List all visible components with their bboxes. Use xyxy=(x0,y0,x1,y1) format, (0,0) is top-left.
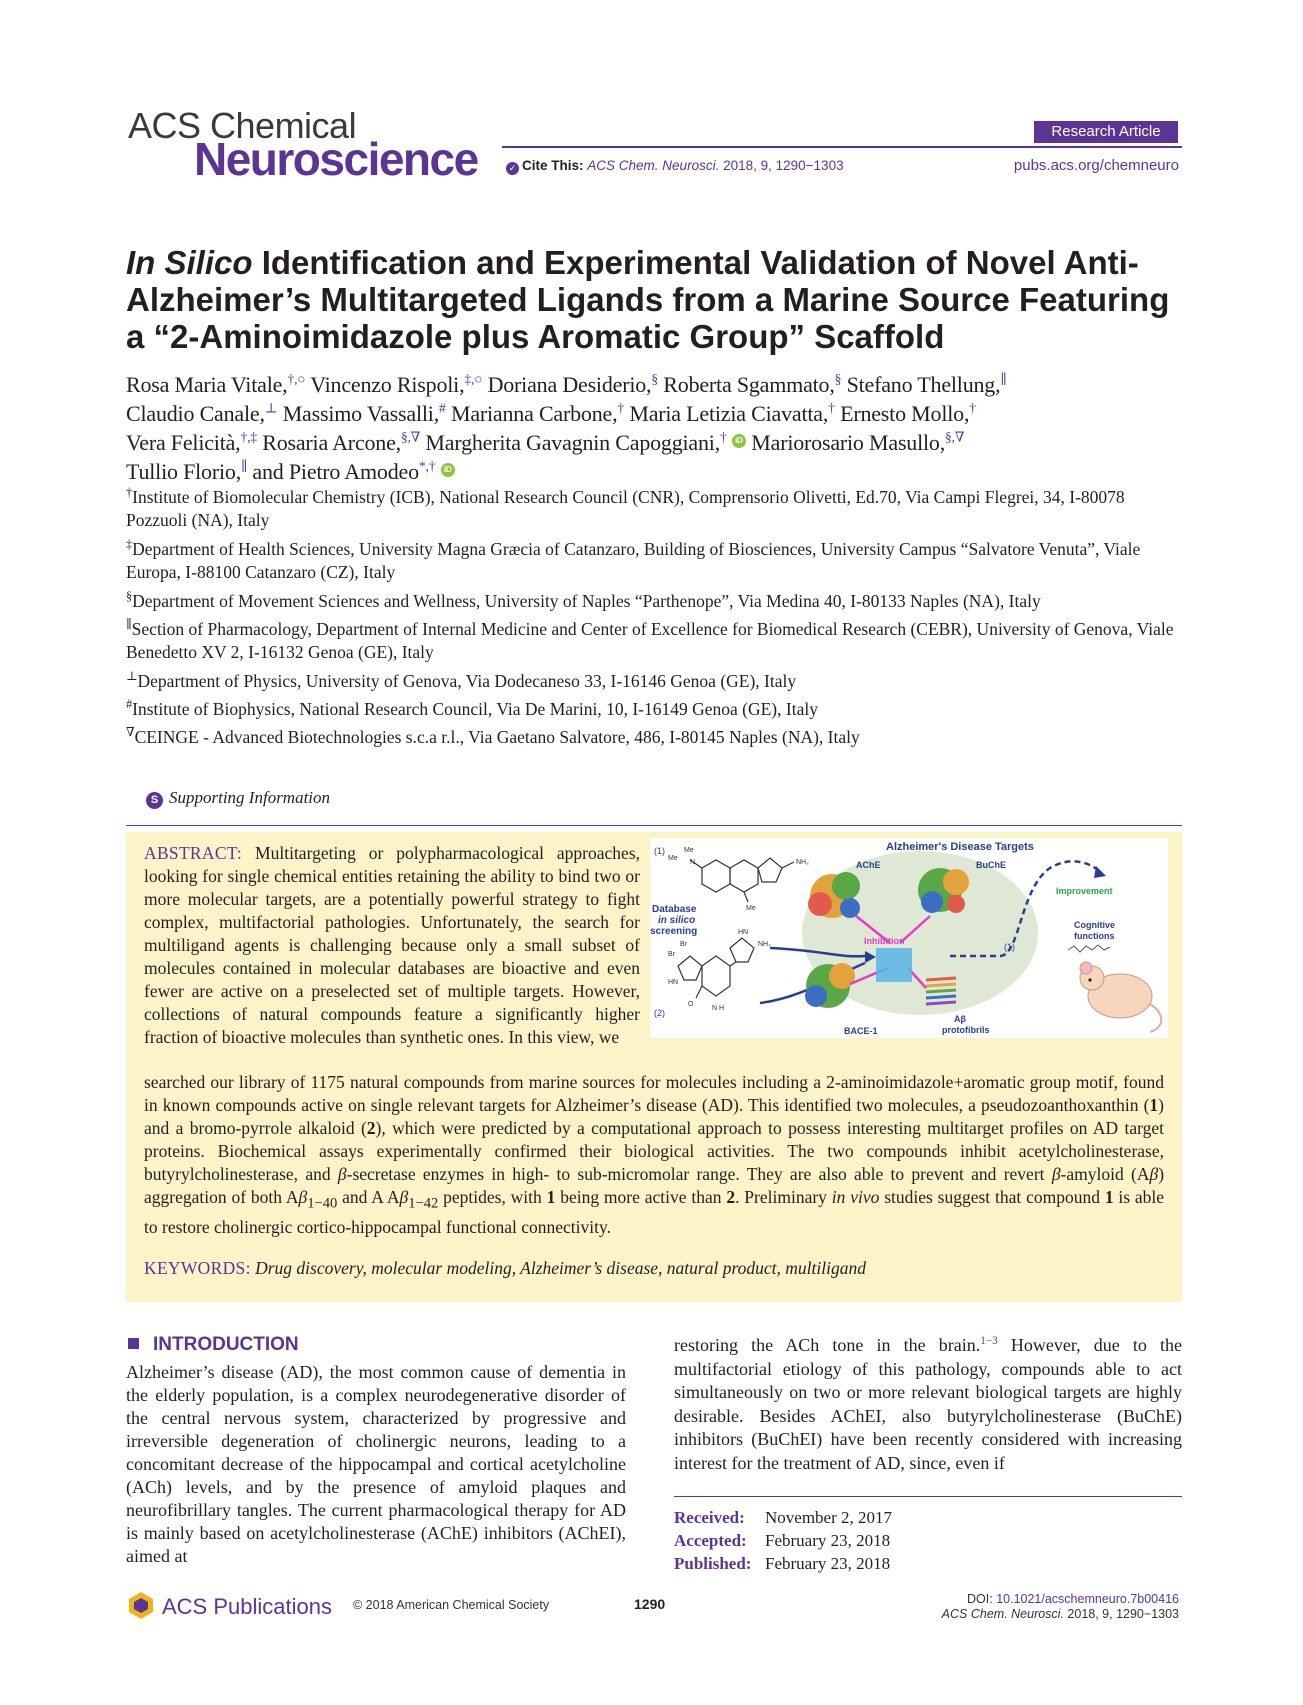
reference-link[interactable]: 1−3 xyxy=(980,1335,998,1347)
compound-1-structure xyxy=(690,858,794,902)
ache-protein xyxy=(808,872,860,918)
supporting-info-icon: S xyxy=(146,792,163,809)
affiliation: §Department of Movement Sciences and Wellness, University of Naples “Parthenope”, Via Medina 40, I-80133 Naples (NA), Italy xyxy=(126,589,1041,611)
atom-label: NH₂ xyxy=(758,941,771,948)
intro-text-left: Alzheimer’s disease (AD), the most common cause of dementia in the elderly population, is a complex neurodegenerative disorder of the central nervous system, characterized by progressive and irreversible degeneration of cholinergic neurons, leading to a concomitant decrease of the hippocampal and cortical acetylcholine (ACh) levels, and by the presence of amyloid plaques and neurofibrillary tangles. The current pharmacological therapy for AD is mainly based on acetylcholinesterase (AChE) inhibitors (AChEI), aimed at xyxy=(126,1362,626,1566)
author[interactable]: Marianna Carbone,† xyxy=(450,400,625,426)
supporting-information-link[interactable]: S Supporting Information xyxy=(146,788,330,809)
inhibition-cylinder xyxy=(876,948,912,982)
toc-protofibrils: protofibrils xyxy=(942,1025,990,1035)
author[interactable]: Roberta Sgammato,§ xyxy=(663,371,842,397)
atom-label: Me xyxy=(746,905,756,912)
compound-2-structure xyxy=(678,938,754,998)
orcid-icon[interactable]: iD xyxy=(441,463,455,477)
toc-in-silico: in silico xyxy=(658,915,696,926)
toc-screening: screening xyxy=(650,926,698,937)
toc-improvement: Improvement xyxy=(1056,886,1113,896)
toc-database: Database xyxy=(652,904,697,915)
toc-cognitive: Cognitive xyxy=(1074,920,1116,930)
affiliation: ⊥Department of Physics, University of Genova, Via Dodecaneso 33, I-16146 Genoa (GE), Italy xyxy=(126,669,797,691)
cite-label: Cite This: xyxy=(522,158,584,173)
atom-label: Br xyxy=(680,941,687,948)
copyright: © 2018 American Chemical Society xyxy=(353,1598,550,1612)
date-published: Published: February 23, 2018 xyxy=(674,1554,891,1573)
article-type-badge: Research Article xyxy=(1034,121,1178,143)
affiliation: #Institute of Biophysics, National Research Council, Via De Marini, 10, I-16149 Genoa (GE), Italy xyxy=(126,697,818,719)
cite-line xyxy=(506,158,844,175)
author[interactable]: Doriana Desiderio,§ xyxy=(487,371,658,397)
author-list xyxy=(126,370,1186,486)
author[interactable]: Ernesto Mollo,† xyxy=(840,400,976,426)
section-heading: INTRODUCTION xyxy=(128,1334,299,1356)
atom-label: Br xyxy=(668,951,675,958)
acs-hexagon-icon xyxy=(126,1590,156,1620)
header-rule xyxy=(502,146,1182,148)
atom-label: NH₂ xyxy=(796,859,809,866)
toc-label-1: (1) xyxy=(654,846,665,856)
toc-buche: BuChE xyxy=(976,860,1006,870)
journal-url-link[interactable]: pubs.acs.org/chemneuro xyxy=(1013,157,1179,174)
author[interactable]: Margherita Gavagnin Capoggiani,† iD xyxy=(425,430,746,455)
cite-link[interactable]: ACS Chem. Neurosci. 2018, 9, 1290−1303 xyxy=(587,158,844,173)
atom-label: HN xyxy=(738,929,749,936)
author[interactable]: Rosa Maria Vitale,†,○ xyxy=(126,371,306,397)
date-received: Received: November 2, 2017 xyxy=(674,1508,893,1527)
author[interactable]: Rosaria Arcone,§,∇ xyxy=(262,429,421,455)
abstract-text: ABSTRACT: Multitargeting or polypharmacological approaches, looking for single chemical entities retaining the ability to bind two or more molecular targets, are a potentially powerful strategy to fight complex, multifactorial pathologies. Unfortunately, the search for multiligand agents is challenging because only a small subset of molecules contained in molecular databases are bioactive and even fewer are active on a preselected set of multiple targets. However, collections of natural compounds feature a significantly higher fraction of bioactive molecules than synthetic ones. In this view, we xyxy=(144,843,640,1047)
abstract-text-continued: searched our library of 1175 natural compounds from marine sources for molecules including a 2-aminoimidazole+aromatic group motif, found in known compounds active on single relevant targets for Alzheimer’s disease (AD). This identified two molecules, a pseudozoanthoxanthin (1) and a bromo-pyrrole alkaloid (2), which were predicted by a computational approach to possess interesting multitarget profiles on AD target proteins. Biochemical assays experimentally confirmed their biological activities. The two compounds inhibit acetylcholinesterase, butyrylcholinesterase, and β-secretase enzymes in high- to sub-micromolar range. They are also able to prevent and revert β-amyloid (Aβ) aggregation of both $A\beta_{1-40}$ and A $A\beta_{1-42}$ peptides, with 1 being more active than 2. Preliminary in vivo studies suggest that compound 1 is able to restore cholinergic cortico-hippocampal functional connectivity. xyxy=(144,1072,1165,1237)
atom-label: O xyxy=(688,1001,694,1008)
publisher-logo: ACS Publications xyxy=(126,1590,332,1620)
mouse-illustration xyxy=(1080,962,1161,1032)
atom-label: Me xyxy=(668,855,678,862)
abstract-label: ABSTRACT: xyxy=(144,843,243,863)
check-icon: ✓ xyxy=(506,162,519,175)
keywords xyxy=(144,1257,1164,1280)
toc-graphic xyxy=(650,838,1168,1038)
article-title: In Silico Identification and Experimental Validation of Novel Anti-Alzheimer’s Multitargeted Ligands from a Marine Source Featuring a “2-Aminoimidazole plus Aromatic Group” Scaffold xyxy=(126,244,1170,355)
author[interactable]: Claudio Canale,⊥ xyxy=(126,400,278,426)
intro-text-right: restoring the ACh tone in the brain.$^{1-3}$ However, due to the multifactorial etiology of this pathology, compounds able to act simultaneously on two or more relevant biological targets are highly desirable. Besides AChEI, also butyrylcholinesterase (BuChE) inhibitors (BuChEI) have been recently considered with increasing interest for the treatment of AD, since, even if xyxy=(674,1335,1183,1473)
buche-protein xyxy=(918,868,969,913)
section-bullet-icon xyxy=(128,1338,139,1349)
arrow-head xyxy=(1094,866,1106,878)
doi-link[interactable]: 10.1021/acschemneuro.7b00416 xyxy=(996,1592,1179,1606)
author[interactable]: Vera Felicità,†,‡ xyxy=(126,429,257,455)
author[interactable]: Maria Letizia Ciavatta,† xyxy=(629,400,835,426)
divider xyxy=(674,1496,1182,1497)
affiliation: ‡Department of Health Sciences, University Magna Græcia of Catanzaro, Building of Biosciences, University Campus “Salvatore Venuta”, Viale Europa, I-88100 Catanzaro (CZ), Italy xyxy=(126,537,1141,582)
affiliation: †Institute of Biomolecular Chemistry (ICB), National Research Council (CNR), Comprensorio Olivetti, Ed.70, Via Campi Flegrei, 34, I-80078 Pozzuoli (NA), Italy xyxy=(126,485,1125,530)
author[interactable]: Stefano Thellung,∥ xyxy=(846,371,1007,397)
toc-ache: AChE xyxy=(856,860,881,870)
atom-label: HN xyxy=(668,979,679,986)
toc-functions: functions xyxy=(1074,931,1115,941)
toc-label-2: (2) xyxy=(654,1008,665,1018)
journal-logo-line1: ACS Chemical xyxy=(128,105,357,146)
keywords-values: Drug discovery, molecular modeling, Alzheimer’s disease, natural product, multiligand xyxy=(255,1258,866,1278)
bace-protein xyxy=(805,963,855,1008)
author[interactable]: Tullio Florio,∥ xyxy=(126,458,248,484)
author[interactable]: Mariorosario Masullo,§,∇ xyxy=(751,429,965,455)
affiliation: ∇CEINGE - Advanced Biotechnologies s.c.a r.l., Via Gaetano Salvatore, 486, I-80145 Naples (NA), Italy xyxy=(126,725,860,747)
author[interactable]: Massimo Vassalli,# xyxy=(282,400,446,426)
atom-label: Me xyxy=(684,847,694,854)
signal-trace xyxy=(1068,945,1110,952)
journal-logo-line2: Neuroscience xyxy=(194,133,478,185)
author[interactable]: and Pietro Amodeo*,† iD xyxy=(252,459,454,484)
page-number: 1290 xyxy=(634,1596,666,1612)
orcid-icon[interactable]: iD xyxy=(732,434,746,448)
toc-abeta: Aβ xyxy=(954,1014,966,1024)
keywords-label: KEYWORDS: xyxy=(144,1258,251,1278)
atom-label: N H xyxy=(712,1005,725,1012)
atom-label: N xyxy=(690,859,696,866)
affiliation: ∥Section of Pharmacology, Department of Internal Medicine and Center of Excellence for Biomedical Research (CEBR), University of Genova, Viale Benedetto XV 2, I-16132 Genoa (GE), Italy xyxy=(126,617,1174,662)
toc-label-1b: (1) xyxy=(1004,942,1015,952)
toc-inhibition: Inhibition xyxy=(864,936,905,946)
date-accepted: Accepted: February 23, 2018 xyxy=(674,1531,891,1550)
divider xyxy=(126,825,1182,826)
author[interactable]: Vincenzo Rispoli,‡,○ xyxy=(310,371,483,397)
doi-block: DOI: 10.1021/acschemneuro.7b00416 ACS Chem. Neurosci. 2018, 9, 1290−1303 xyxy=(941,1592,1179,1621)
toc-bace: BACE-1 xyxy=(844,1026,878,1036)
toc-title: Alzheimer's Disease Targets xyxy=(886,841,1034,853)
